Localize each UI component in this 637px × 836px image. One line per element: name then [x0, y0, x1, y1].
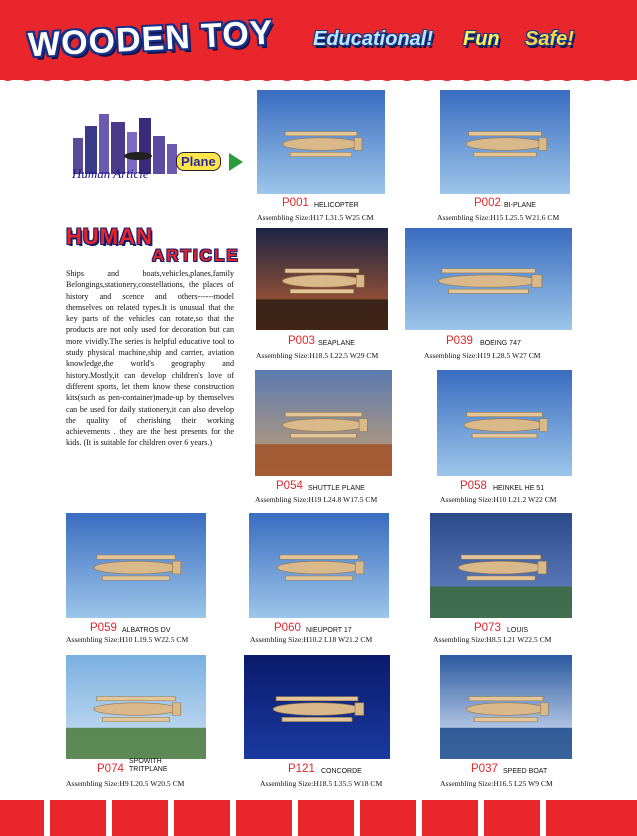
assembling-size: Assembling Size:H15 L25.5 W21.6 CM: [437, 213, 560, 222]
logo: WOODEN TOY: [27, 13, 275, 65]
footer-tab: [484, 800, 540, 836]
assembling-size: Assembling Size:H18.5 L22.5 W29 CM: [256, 351, 379, 360]
footer-tab: [422, 800, 478, 836]
product-name-line: SPOWITH: [129, 758, 162, 765]
intro-body-text: Ships and boats,vehicles,planes,family Belongings,stationery,constellations, the places of history and scence and others------model themselves on related types.It is unusual that the key parts of the vehicles can rotate,so that the products are not only used for decoration but can more vividly.The series is helpful educative tool to study physical machine,ship and carrier, aviation knowledge,the world's geography and history.Mostly,it can develop children's love of different sports, let them know these construction kits(such as pen-container)made-up by themselves can be used for daily stationery,it can also develop the quality of cherishing their working achievements . they are the best presents for the kids. (It is suitable for children over 6 years.): [66, 269, 234, 448]
plane-tag: Plane: [176, 152, 221, 171]
product-code: P037: [471, 763, 498, 775]
footer-tab: [0, 800, 44, 836]
product-code: P002: [474, 197, 501, 209]
product-name: [129, 758, 168, 774]
product-name: BI-PLANE: [504, 202, 536, 209]
product-code: P058: [460, 480, 487, 492]
product-name: SEAPLANE: [318, 340, 355, 347]
assembling-size: Assembling Size:H18.5 L35.5 W18 CM: [260, 779, 383, 788]
assembling-size: Assembling Size:H9 L20.5 W20.5 CM: [66, 779, 185, 788]
product-photo: [257, 90, 385, 194]
product-code: P074: [97, 763, 124, 775]
product-photo: [256, 228, 388, 330]
scalloped-edge: [0, 72, 637, 86]
product-photo: [66, 513, 206, 618]
product-name: NIEUPORT 17: [306, 627, 352, 634]
product-name: BOEING 747: [480, 340, 521, 347]
human-article-title: HUMAN: [66, 224, 153, 249]
product-name: HELICOPTER: [314, 202, 359, 209]
product-photo: [440, 655, 572, 759]
product-photo: [440, 90, 570, 194]
product-code: P073: [474, 622, 501, 634]
footer-tab: [546, 800, 637, 836]
product-code: P059: [90, 622, 117, 634]
product-code: P054: [276, 480, 303, 492]
arrow-right-icon: [229, 153, 243, 171]
footer-tab: [50, 800, 106, 836]
product-photo: [249, 513, 389, 618]
product-code: P003: [288, 335, 315, 347]
slogan-safe: Safe!: [525, 28, 574, 50]
human-article-subtitle: ARTICLE: [152, 246, 240, 265]
product-photo: [244, 655, 390, 759]
product-code: P001: [282, 197, 309, 209]
product-name: SHUTTLE PLANE: [308, 485, 365, 492]
assembling-size: Assembling Size:H19 L24.8 W17.5 CM: [255, 495, 378, 504]
product-name-line: TRITPLANE: [129, 766, 168, 773]
product-photo: [405, 228, 572, 330]
slogan-fun: Fun: [463, 28, 500, 50]
assembling-size: Assembling Size:H10 L21.2 W22 CM: [440, 495, 557, 504]
product-name: HEINKEL HE 51: [493, 485, 545, 492]
footer-tab: [112, 800, 168, 836]
product-photo: [255, 370, 392, 476]
assembling-size: Assembling Size:H8.5 L21 W22.5 CM: [433, 635, 552, 644]
human-article-caption: Human Article: [72, 166, 149, 181]
assembling-size: Assembling Size:H17 L31.5 W25 CM: [257, 213, 374, 222]
assembling-size: Assembling Size:H10.2 L18 W21.2 CM: [250, 635, 373, 644]
product-code: P060: [274, 622, 301, 634]
product-photo: [437, 370, 572, 476]
city-skyline-image: [68, 108, 183, 174]
footer-tab: [360, 800, 416, 836]
product-name: CONCORDE: [321, 768, 362, 775]
assembling-size: Assembling Size:H10 L19.5 W22.5 CM: [66, 635, 189, 644]
product-code: P039: [446, 335, 473, 347]
product-photo: [430, 513, 572, 618]
product-name: ALBATROS DV: [122, 627, 171, 634]
footer-tab: [298, 800, 354, 836]
product-name: SPEED BOAT: [503, 768, 548, 775]
assembling-size: Assembling Size:H19 L28.5 W27 CM: [424, 351, 541, 360]
footer-tab: [174, 800, 230, 836]
assembling-size: Assembling Size:H16.5 L25 W9 CM: [440, 779, 553, 788]
footer-tab: [236, 800, 292, 836]
product-code: P121: [288, 763, 315, 775]
product-name: LOUIS: [507, 627, 529, 634]
product-photo: [66, 655, 206, 759]
slogan-educational: Educational!: [313, 28, 434, 50]
